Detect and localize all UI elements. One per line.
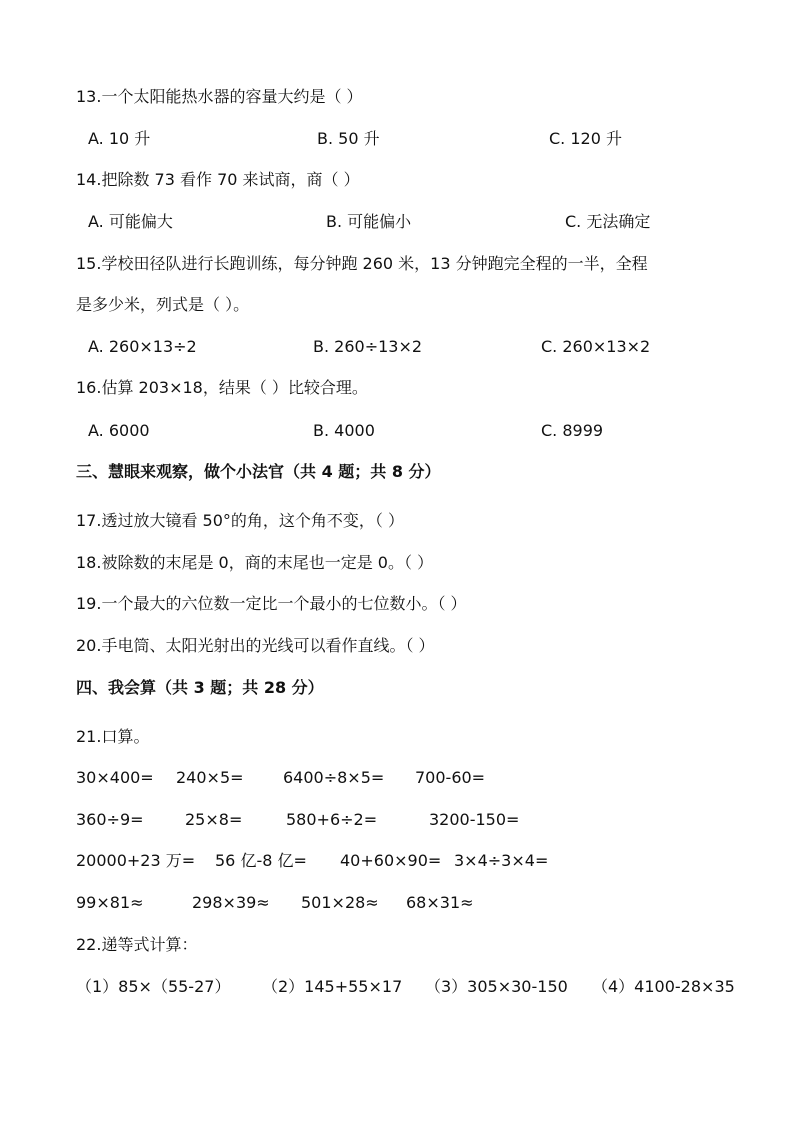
q14-option-a: A. 可能偏大 (88, 212, 173, 231)
oral-calc-item: 30×400= (76, 768, 154, 787)
question-20: 20.手电筒、太阳光射出的光线可以看作直线。（ ） (76, 636, 435, 655)
oral-calc-item: 240×5= (176, 768, 244, 787)
q15-option-c: C. 260×13×2 (541, 337, 651, 356)
q13-option-a: A. 10 升 (88, 129, 151, 148)
oral-calc-item: 6400÷8×5= (283, 768, 385, 787)
oral-calc-item: 68×31≈ (406, 893, 474, 912)
q14-option-c: C. 无法确定 (565, 212, 651, 231)
question-19: 19.一个最大的六位数一定比一个最小的七位数小。（ ） (76, 594, 467, 613)
oral-calc-item: 298×39≈ (192, 893, 270, 912)
q15-option-a: A. 260×13÷2 (88, 337, 197, 356)
q16-option-c: C. 8999 (541, 421, 604, 440)
oral-calc-item: 700-60= (415, 768, 486, 787)
oral-calc-item: 3200-150= (429, 810, 520, 829)
q22-item-1: （1）85×（55-27） (76, 977, 231, 996)
q22-item-3: （3）305×30-150 (425, 977, 568, 996)
q13-option-b: B. 50 升 (317, 129, 380, 148)
question-14: 14.把除数 73 看作 70 来试商，商（ ） (76, 170, 360, 189)
q16-option-b: B. 4000 (313, 421, 375, 440)
q13-option-c: C. 120 升 (549, 129, 622, 148)
section-4-heading: 四、我会算（共 3 题；共 28 分） (76, 678, 324, 697)
oral-calc-item: 3×4÷3×4= (454, 851, 549, 870)
oral-calc-item: 99×81≈ (76, 893, 144, 912)
oral-calc-item: 40+60×90= (340, 851, 442, 870)
question-18: 18.被除数的末尾是 0，商的末尾也一定是 0。（ ） (76, 553, 434, 572)
oral-calc-item: 580+6÷2= (286, 810, 378, 829)
question-21-title: 21.口算。 (76, 727, 150, 746)
question-13: 13.一个太阳能热水器的容量大约是（ ） (76, 87, 363, 106)
question-17: 17.透过放大镜看 50°的角，这个角不变，（ ） (76, 511, 404, 530)
oral-calc-item: 56 亿-8 亿= (215, 851, 307, 870)
oral-calc-item: 360÷9= (76, 810, 144, 829)
q14-option-b: B. 可能偏小 (326, 212, 412, 231)
q22-item-2: （2）145+55×17 (262, 977, 403, 996)
q16-option-a: A. 6000 (88, 421, 150, 440)
oral-calc-item: 20000+23 万= (76, 851, 196, 870)
question-16: 16.估算 203×18，结果（ ）比较合理。 (76, 378, 368, 397)
oral-calc-item: 501×28≈ (301, 893, 379, 912)
question-15-line2: 是多少米，列式是（ ）。 (76, 295, 250, 314)
oral-calc-item: 25×8= (185, 810, 243, 829)
q22-item-4: （4）4100-28×35 (592, 977, 735, 996)
question-15-line1: 15.学校田径队进行长跑训练，每分钟跑 260 米，13 分钟跑完全程的一半，全程 (76, 254, 648, 273)
section-3-heading: 三、慧眼来观察，做个小法官（共 4 题；共 8 分） (76, 462, 441, 481)
q15-option-b: B. 260÷13×2 (313, 337, 423, 356)
question-22-title: 22.递等式计算： (76, 935, 198, 954)
